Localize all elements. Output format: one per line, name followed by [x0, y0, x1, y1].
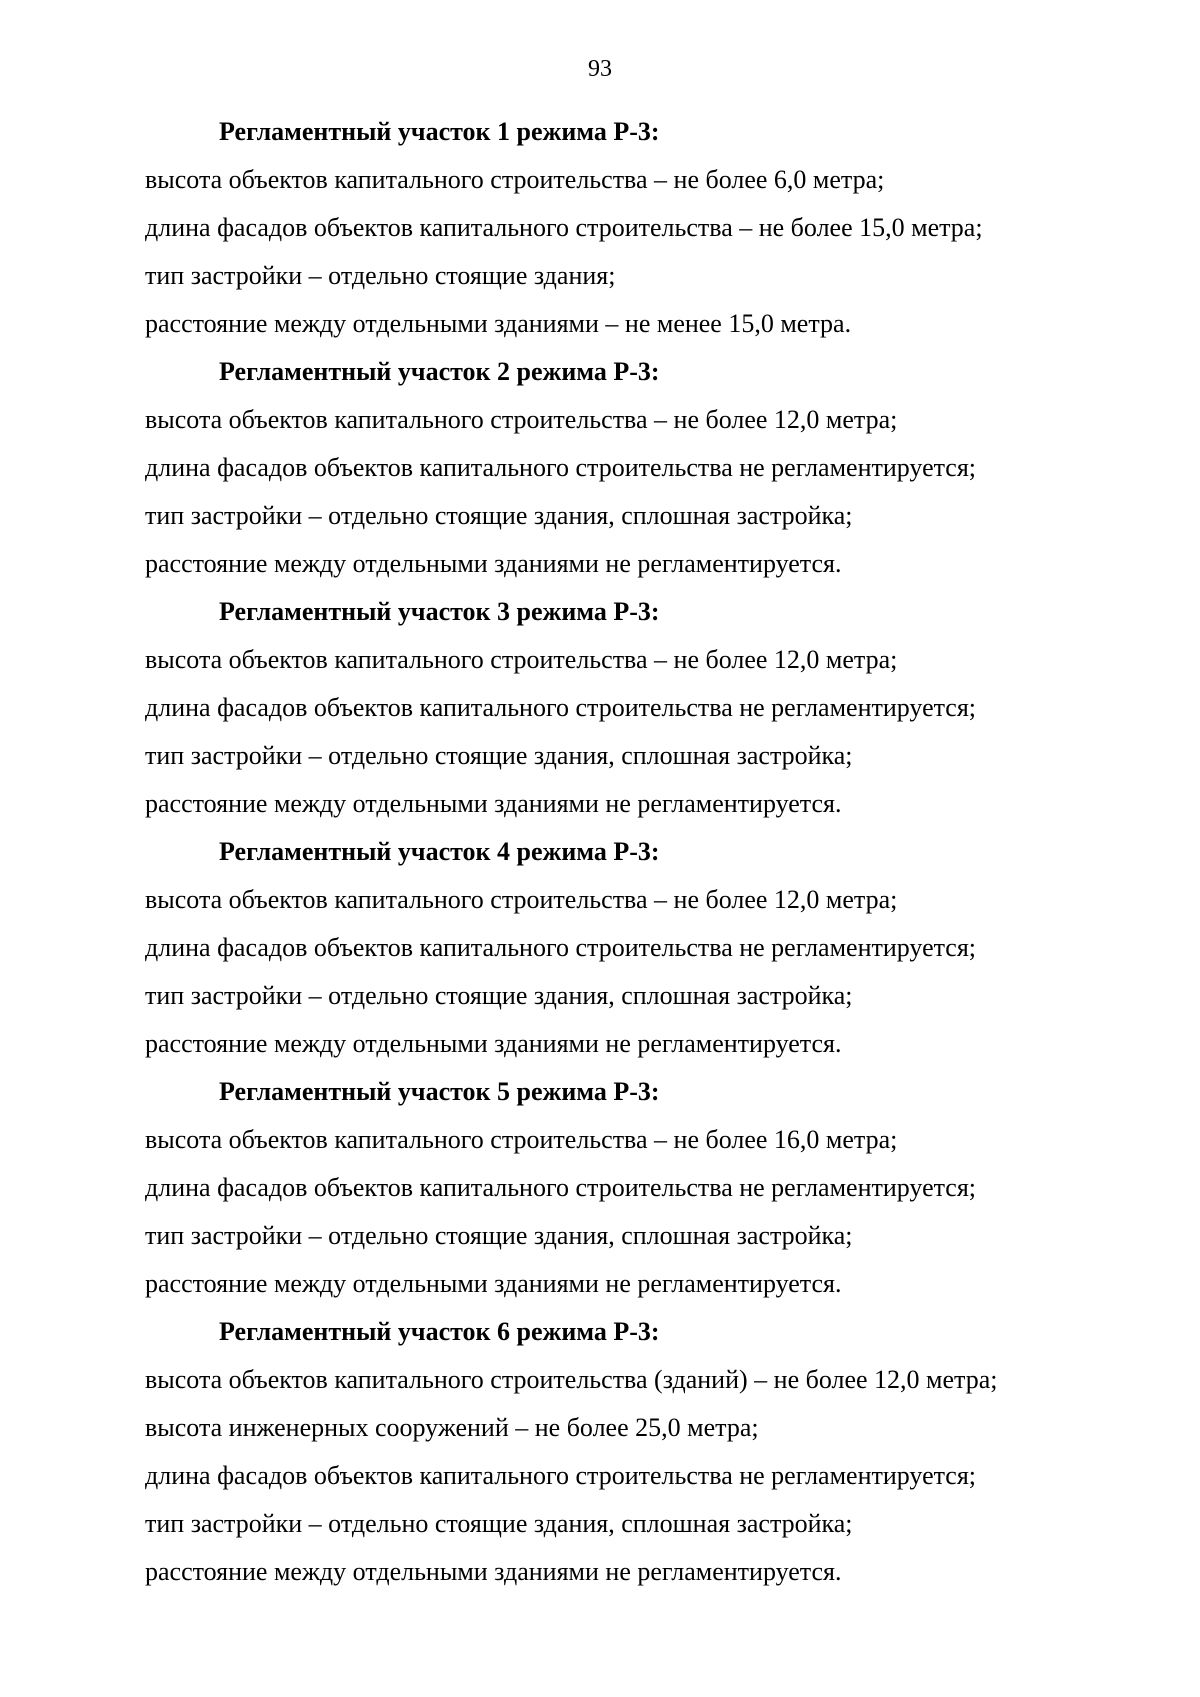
section-heading: Регламентный участок 4 режима Р-3:: [219, 837, 660, 866]
section-line: длина фасадов объектов капитального строительства – не более 15,0 метра;: [145, 213, 983, 242]
section-line: высота объектов капитального строительства – не более 12,0 метра;: [145, 885, 898, 914]
section-line: тип застройки – отдельно стоящие здания, сплошная застройка;: [145, 981, 853, 1010]
section-line: высота объектов капитального строительства – не более 12,0 метра;: [145, 405, 898, 434]
section-6: [145, 1308, 1105, 1596]
section-line: расстояние между отдельными зданиями не регламентируется.: [145, 789, 842, 818]
section-heading: Регламентный участок 1 режима Р-3:: [219, 117, 660, 146]
section-line: высота объектов капитального строительства – не более 12,0 метра;: [145, 645, 898, 674]
section-line: расстояние между отдельными зданиями не регламентируется.: [145, 1269, 842, 1298]
section-line: тип застройки – отдельно стоящие здания, сплошная застройка;: [145, 1221, 853, 1250]
section-line: расстояние между отдельными зданиями не регламентируется.: [145, 549, 842, 578]
section-line: расстояние между отдельными зданиями не регламентируется.: [145, 1557, 842, 1586]
section-line: длина фасадов объектов капитального строительства не регламентируется;: [145, 453, 977, 482]
section-line: расстояние между отдельными зданиями не регламентируется.: [145, 1029, 842, 1058]
section-line: длина фасадов объектов капитального строительства не регламентируется;: [145, 693, 977, 722]
section-line: высота инженерных сооружений – не более 25,0 метра;: [145, 1413, 759, 1442]
section-heading: Регламентный участок 5 режима Р-3:: [219, 1077, 660, 1106]
section-4: [145, 828, 1105, 1068]
section-line: высота объектов капитального строительства – не более 6,0 метра;: [145, 165, 885, 194]
section-1: [145, 108, 1105, 348]
section-heading: Регламентный участок 3 режима Р-3:: [219, 597, 660, 626]
section-3: [145, 588, 1105, 828]
section-line: расстояние между отдельными зданиями – не менее 15,0 метра.: [145, 309, 852, 338]
section-line: длина фасадов объектов капитального строительства не регламентируется;: [145, 933, 977, 962]
section-2: [145, 348, 1105, 588]
section-5: [145, 1068, 1105, 1308]
section-line: длина фасадов объектов капитального строительства не регламентируется;: [145, 1173, 977, 1202]
section-heading: Регламентный участок 2 режима Р-3:: [219, 357, 660, 386]
section-line: тип застройки – отдельно стоящие здания, сплошная застройка;: [145, 1509, 853, 1538]
section-line: тип застройки – отдельно стоящие здания;: [145, 261, 616, 290]
section-heading: Регламентный участок 6 режима Р-3:: [219, 1317, 660, 1346]
section-line: высота объектов капитального строительства – не более 16,0 метра;: [145, 1125, 898, 1154]
document-body: [145, 108, 1105, 1596]
page-number: 93: [588, 56, 612, 82]
section-line: тип застройки – отдельно стоящие здания, сплошная застройка;: [145, 501, 853, 530]
section-line: высота объектов капитального строительства (зданий) – не более 12,0 метра;: [145, 1365, 998, 1394]
section-line: длина фасадов объектов капитального строительства не регламентируется;: [145, 1461, 977, 1490]
section-line: тип застройки – отдельно стоящие здания, сплошная застройка;: [145, 741, 853, 770]
